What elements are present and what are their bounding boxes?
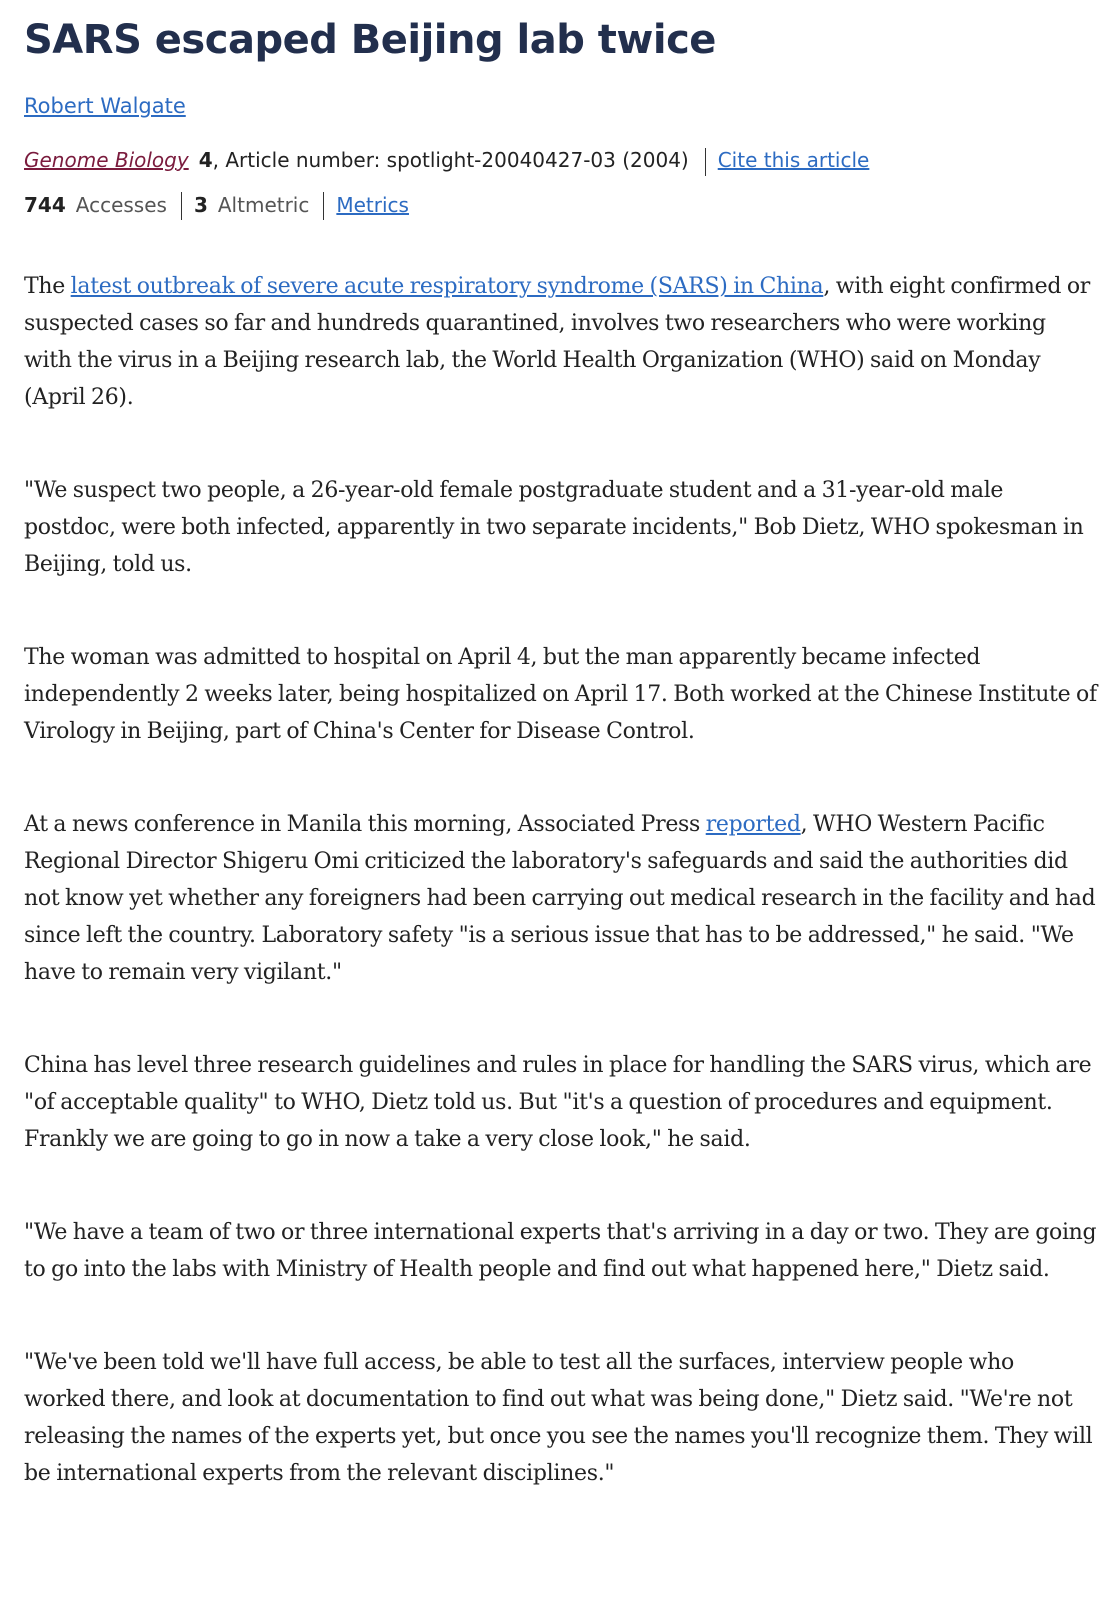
metrics-divider [181, 192, 182, 220]
volume-number: 4 [198, 148, 213, 172]
metrics-link[interactable]: Metrics [336, 192, 409, 217]
paragraph: "We suspect two people, a 26-year-old female postgraduate student and a 31-year-old male postdoc, were both infected, apparently in two separate incidents," Bob Dietz, WHO spokesman in Beijing, told us. [24, 478, 1084, 577]
paragraph-text: At a news conference in Manila this morning, Associated Press [24, 812, 706, 837]
accesses-count: 744 [24, 192, 66, 217]
citation-line [24, 145, 1099, 176]
paragraph: "We've been told we'll have full access, be able to test all the surfaces, interview people who worked there, and look at documentation to find out what was being done," Dietz said. "We're not releasing the names of the experts yet, but once you see the names you'll recognize them. They will be international experts from the relevant disciplines." [24, 1350, 1093, 1486]
outbreak-link[interactable]: latest outbreak of severe acute respiratory syndrome (SARS) in China [70, 274, 824, 299]
metrics-divider [323, 192, 324, 220]
author-line [24, 92, 1099, 120]
altmetric-count: 3 [193, 192, 208, 217]
accesses-label: Accesses [75, 192, 167, 217]
altmetric-label: Altmetric [217, 192, 310, 217]
citation-details: , Article number: spotlight-20040427-03 (2004) [212, 148, 689, 172]
paragraph [24, 806, 1099, 991]
author-link[interactable]: Robert Walgate [24, 94, 186, 118]
article-title: SARS escaped Beijing lab twice [24, 17, 716, 63]
metrics-line [24, 190, 1099, 221]
journal-link[interactable]: Genome Biology [24, 148, 189, 172]
article-body [24, 268, 1099, 1492]
reported-link[interactable]: reported [705, 812, 801, 837]
paragraph-text: The [24, 274, 71, 299]
paragraph: The woman was admitted to hospital on April 4, but the man apparently became infected independently 2 weeks later, being hospitalized on April 17. Both worked at the Chinese Institute of Virology in Beijing, part of China's Center for Disease Control. [24, 645, 1097, 744]
article [24, 0, 1099, 1548]
paragraph-text: , WHO Western Pacific Regional Director Shigeru Omi criticized the laboratory's safeguards and said the authorities did not know yet whether any foreigners had been carrying out medical research in the facility and had since left the country. Laboratory safety "is a serious issue that has to be addressed," he said. "We have to remain very vigilant." [24, 812, 1096, 985]
paragraph [24, 268, 1099, 416]
paragraph: China has level three research guidelines and rules in place for handling the SARS virus, which are "of acceptable quality" to WHO, Dietz told us. But "it's a question of procedures and equipment. Frankly we are going to go in now a take a very close look," he said. [24, 1053, 1092, 1152]
paragraph: "We have a team of two or three international experts that's arriving in a day or two. They are going to go into the labs with Ministry of Health people and find out what happened here," Dietz said. [24, 1220, 1097, 1282]
citation-divider [705, 148, 706, 176]
cite-article-link[interactable]: Cite this article [717, 148, 870, 172]
paragraph-text: , with eight confirmed or suspected cases so far and hundreds quarantined, involves two researchers who were working with the virus in a Beijing research lab, the World Health Organization (WHO) said on Monday (April 26). [24, 274, 1090, 410]
